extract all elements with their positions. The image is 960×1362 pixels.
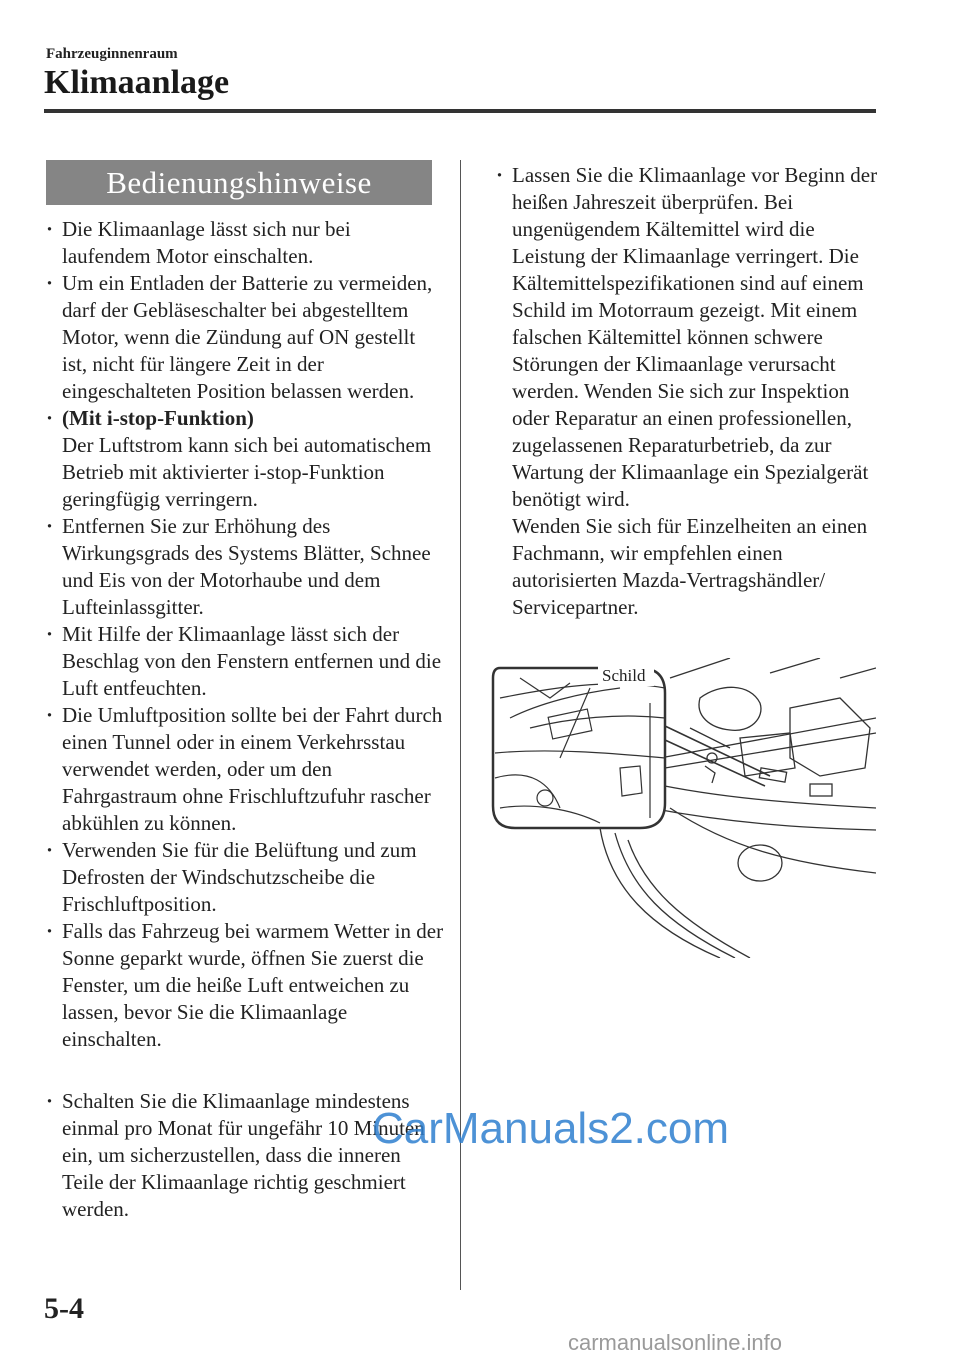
list-item (494, 162, 884, 621)
left-bullet-list (44, 216, 444, 1053)
section-heading: Bedienungshinweise (46, 160, 432, 205)
footer-url: carmanualsonline.info (568, 1330, 783, 1355)
chapter-title: Klimaanlage (44, 64, 230, 101)
list-item: · Die Umluftposition sollte bei der Fahrt durch einen Tunnel oder in einem Verkehrsstau verwendet werden, oder um den Fahrgastraum ohne Frischluftzufuhr rascher abkühlen zu können. (44, 702, 444, 837)
list-item-text: Der Luftstrom kann sich bei automatischem Betrieb mit aktivierter i-stop-Funktion geringfügig verringern. (62, 433, 432, 511)
right-bullet-list (494, 162, 884, 621)
list-item: · Mit Hilfe der Klimaanlage lässt sich der Beschlag von den Fenstern entfernen und die Luft entfeuchten. (44, 621, 444, 702)
list-item: · Entfernen Sie zur Erhöhung des Wirkungsgrads des Systems Blätter, Schnee und Eis von der Motorhaube und dem Lufteinlassgitter. (44, 513, 444, 621)
list-item-text: · Lassen Sie die Klimaanlage vor Beginn der heißen Jahreszeit überprüfen. Bei ungenügendem Kältemittel wird die Leistung der Klimaanlage verringert. Die Kältemittelspezifikationen sind auf einem Schild im Motorraum gezeigt. Mit einem falschen Kältemittel können schwere Störungen der Klimaanlage verursacht werden. Wenden Sie sich zur Inspektion oder Reparatur an einen professionellen, zugelassenen Reparaturbetrieb, da zur Wartung der Klimaanlage ein Spezialgerät benötigt wird. (512, 163, 878, 511)
watermark-logo: CarManuals2.com (372, 1104, 730, 1153)
figure-callout-label: Schild (602, 666, 646, 685)
list-item-bold-label: · (Mit i-stop-Funktion) (62, 406, 254, 430)
list-item: · Um ein Entladen der Batterie zu vermeiden, darf der Gebläseschalter bei abgestelltem Motor, wenn die Zündung auf ON gestellt ist, nicht für längere Zeit in der eingeschalteten Position belassen werden. (44, 270, 444, 405)
list-item: · Schalten Sie die Klimaanlage mindestens einmal pro Monat für ungefähr 10 Minuten ein, um sicherzustellen, dass die inneren Teile der Klimaanlage richtig geschmiert werden. (44, 1088, 444, 1223)
page-number: 5-4 (44, 1292, 84, 1325)
list-item: · Verwenden Sie für die Belüftung und zum Defrosten der Windschutzscheibe die Frischluftposition. (44, 837, 444, 918)
engine-bay-illustration (490, 658, 876, 958)
section-label: Fahrzeuginnenraum (46, 46, 178, 62)
list-item: · Die Klimaanlage lässt sich nur bei laufendem Motor einschalten. (44, 216, 444, 270)
title-rule (44, 109, 876, 113)
list-item (44, 405, 444, 513)
list-item: · Falls das Fahrzeug bei warmem Wetter in der Sonne geparkt wurde, öffnen Sie zuerst die Fenster, um die heiße Luft entweichen zu lassen, bevor Sie die Klimaanlage einschalten. (44, 918, 444, 1053)
list-item-text: Wenden Sie sich für Einzelheiten an einen Fachmann, wir empfehlen einen autorisierten Mazda-Vertragshändler/ Servicepartner. (512, 514, 868, 619)
